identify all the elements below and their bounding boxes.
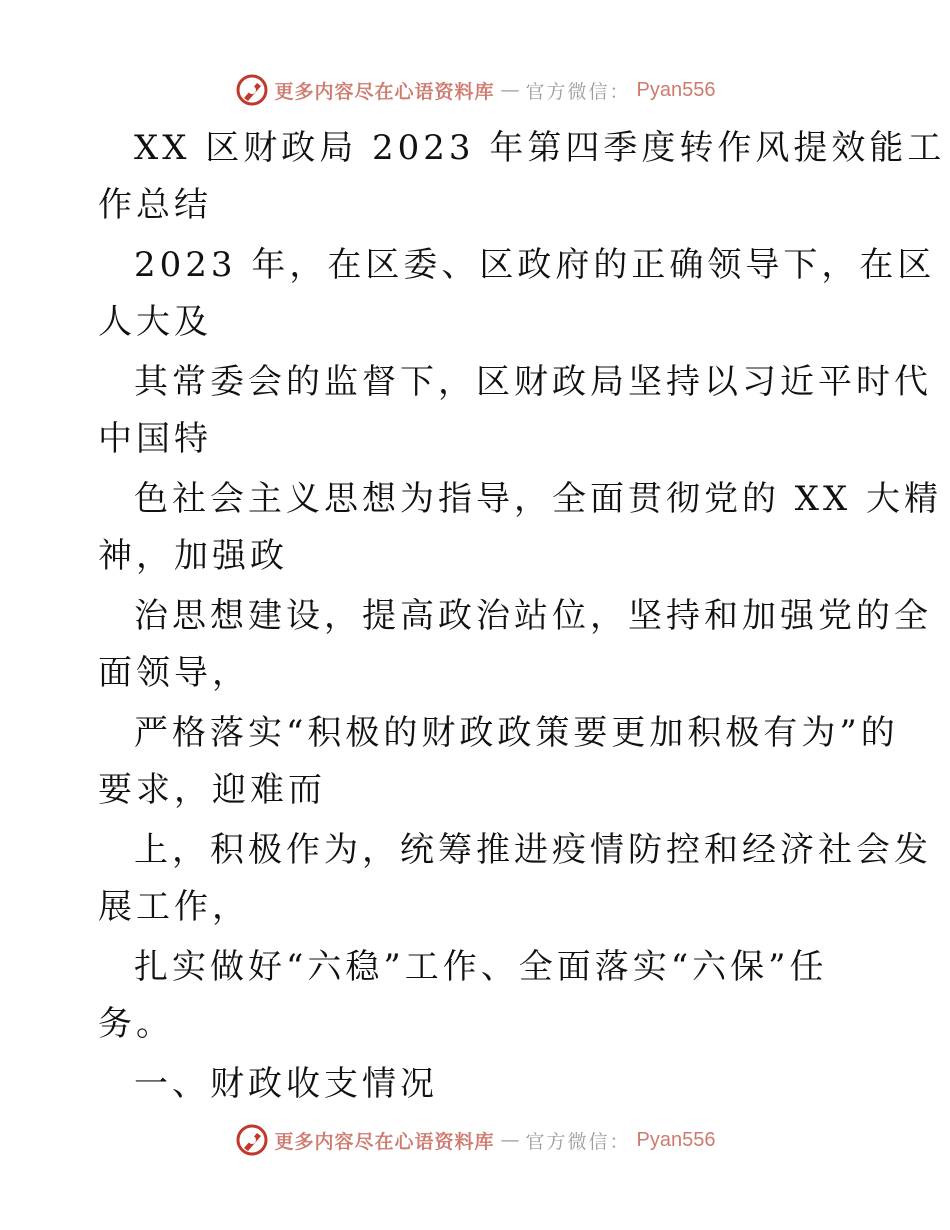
paragraph-line: 严格落实“积极的财政政策要更加积极有为”的	[134, 713, 899, 753]
paragraph-line: 2023 年，在区委、区政府的正确领导下，在区	[134, 245, 936, 285]
watermark-text: 更多内容尽在心语资料库	[274, 1130, 495, 1153]
paragraph-line: 要求，迎难而	[98, 770, 326, 810]
pen-logo-icon	[235, 73, 269, 107]
section-heading: 一、财政收支情况	[134, 1064, 438, 1104]
paragraph-line: 中国特	[98, 419, 212, 459]
paragraph-line: 务。	[98, 1004, 174, 1044]
watermark-separator: —	[500, 79, 520, 101]
watermark-separator: —	[500, 1129, 520, 1151]
paragraph-line: 色社会主义思想为指导，全面贯彻党的 XX 大精	[134, 479, 943, 519]
paragraph-line: 神，加强政	[98, 536, 288, 576]
paragraph-line: 展工作，	[98, 887, 250, 927]
doc-title-line-1: XX 区财政局 2023 年第四季度转作风提效能工	[134, 128, 946, 168]
watermark-wechat-id: Pyan556	[636, 78, 716, 101]
paragraph-line: 人大及	[98, 302, 212, 342]
watermark-official-label: 官方微信：	[525, 80, 631, 103]
paragraph-line: 其常委会的监督下，区财政局坚持以习近平时代	[134, 362, 932, 402]
paragraph-line: 上，积极作为，统筹推进疫情防控和经济社会发	[134, 830, 932, 870]
header-watermark	[0, 70, 950, 110]
paragraph-line: 治思想建设，提高政治站位，坚持和加强党的全	[134, 596, 932, 636]
doc-title-line-2: 作总结	[98, 185, 212, 225]
watermark-wechat-id: Pyan556	[636, 1128, 716, 1151]
footer-watermark	[0, 1120, 950, 1160]
paragraph-line: 扎实做好“六稳”工作、全面落实“六保”任	[134, 947, 828, 987]
watermark-text: 更多内容尽在心语资料库	[274, 80, 495, 103]
watermark-official-label: 官方微信：	[525, 1130, 631, 1153]
pen-logo-icon	[235, 1123, 269, 1157]
paragraph-line: 面领导，	[98, 653, 250, 693]
